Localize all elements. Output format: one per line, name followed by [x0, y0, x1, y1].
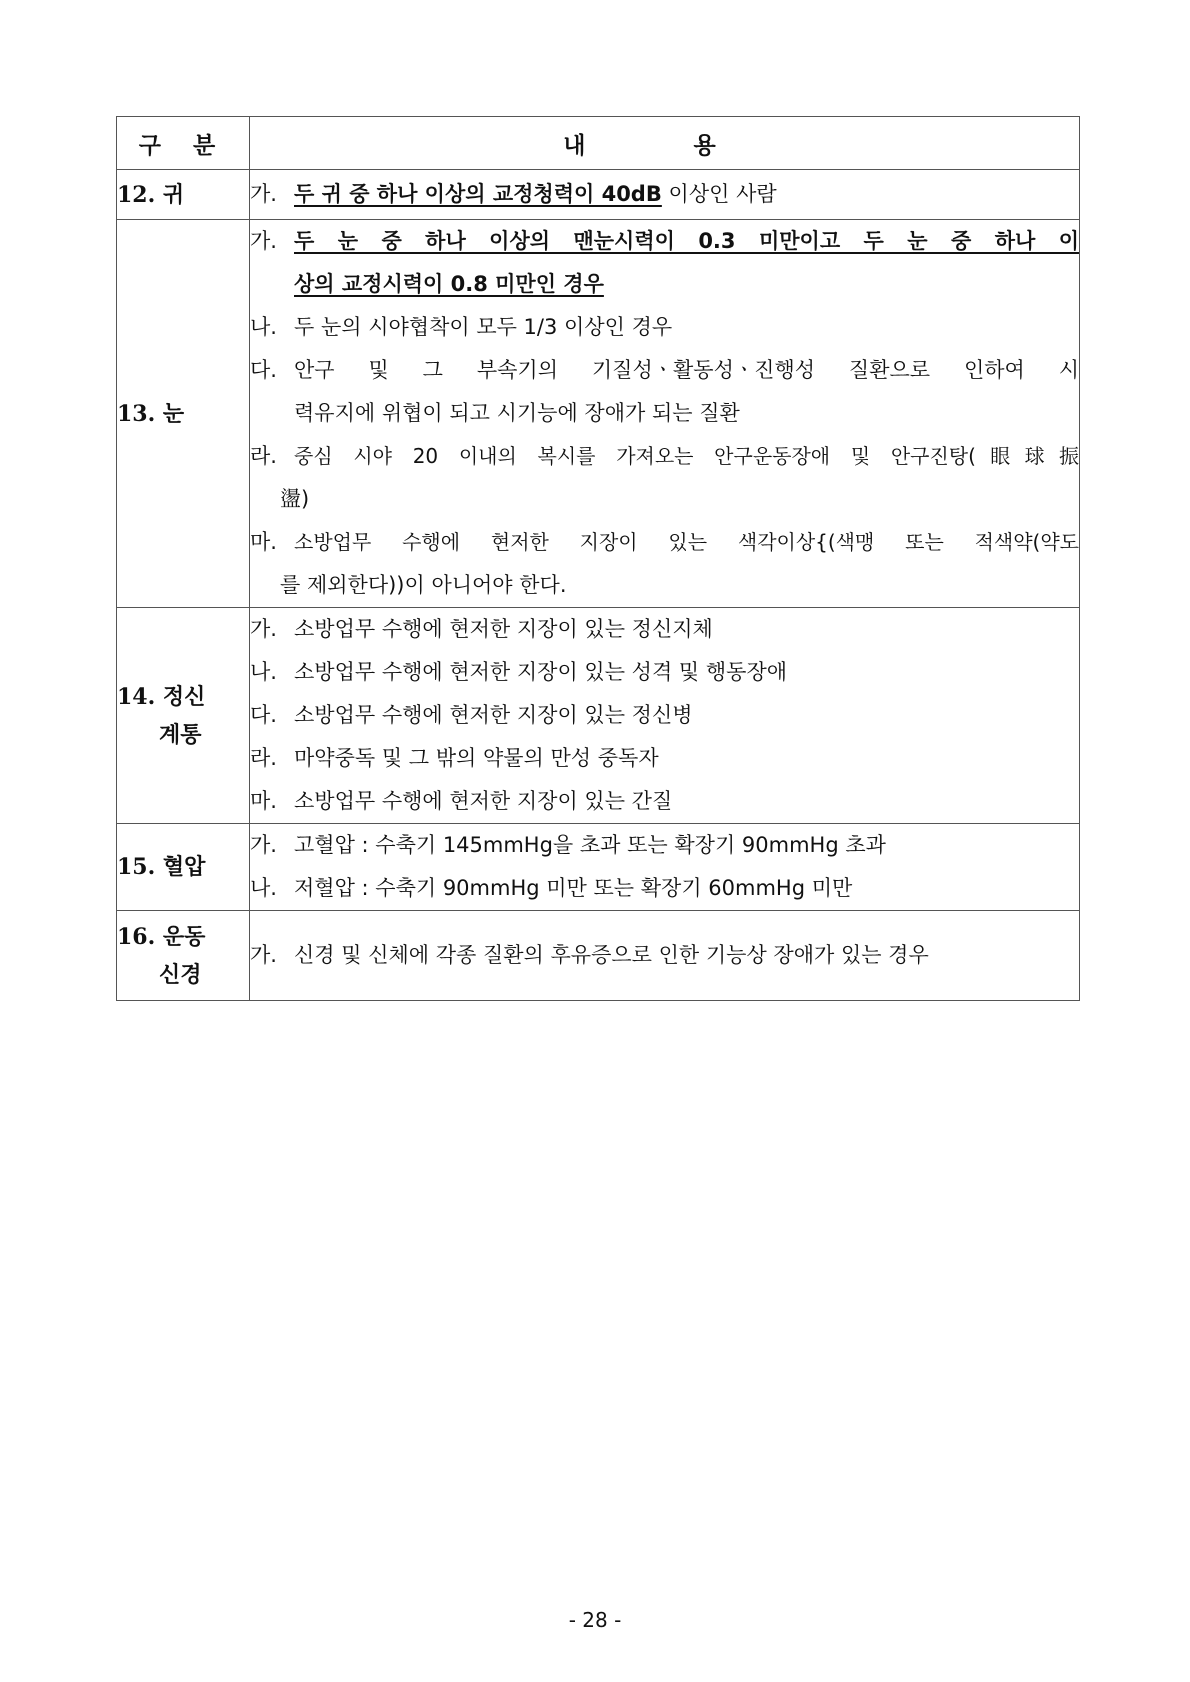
item-marker: 나. [250, 315, 277, 339]
item-text: 소방업무 수행에 현저한 지장이 있는 정신병 [294, 703, 693, 727]
list-item [250, 737, 1079, 780]
item-text: 중심 시야 20 이내의 복시를 가져오는 안구운동장애 및 안구진탕(眼球振 [294, 444, 1079, 468]
list-item [250, 780, 1079, 823]
item-marker: 가. [250, 229, 277, 253]
item-text: 안구 및 그 부속기의 기질성ㆍ활동성ㆍ진행성 질환으로 인하여 시 [294, 358, 1079, 382]
category-cell: 15. 혈압 [117, 824, 250, 911]
item-marker: 가. [250, 833, 277, 857]
list-item [250, 521, 1079, 564]
list-item [250, 173, 1079, 216]
table-row [117, 824, 1080, 911]
content-cell [250, 824, 1080, 911]
list-item [250, 824, 1079, 867]
table-row [117, 220, 1080, 608]
requirements-table [116, 116, 1080, 1001]
list-item [250, 867, 1079, 910]
item-marker: 라. [250, 444, 277, 468]
item-continuation: 盪) [280, 487, 310, 511]
table-row [117, 170, 1080, 220]
item-text: 소방업무 수행에 현저한 지장이 있는 간질 [294, 789, 673, 813]
content-cell [250, 608, 1080, 824]
header-category: 구 분 [117, 117, 250, 170]
item-text: 소방업무 수행에 현저한 지장이 있는 성격 및 행동장애 [294, 660, 788, 684]
category-cell: 14. 정신 계통 [117, 608, 250, 824]
list-item [250, 608, 1079, 651]
list-item [250, 220, 1079, 263]
page-number: - 28 - [568, 1608, 622, 1632]
category-cell: 12. 귀 [117, 170, 250, 220]
category-cell: 13. 눈 [117, 220, 250, 608]
item-text: 이상인 사람 [661, 182, 777, 206]
item-text: 마약중독 및 그 밖의 약물의 만성 중독자 [294, 746, 659, 770]
item-text: 저혈압 : 수축기 90mmHg 미만 또는 확장기 60mmHg 미만 [294, 876, 853, 900]
item-marker: 다. [250, 703, 277, 727]
item-continuation: 력유지에 위협이 되고 시기능에 장애가 되는 질환 [294, 401, 740, 425]
list-item [250, 435, 1079, 478]
item-text: 신경 및 신체에 각종 질환의 후유증으로 인한 기능상 장애가 있는 경우 [294, 943, 929, 967]
item-marker: 마. [250, 789, 277, 813]
item-text: 소방업무 수행에 현저한 지장이 있는 색각이상{(색맹 또는 적색약(약도 [294, 530, 1079, 554]
table-row [117, 911, 1080, 1001]
table-header-row [117, 117, 1080, 170]
item-continuation: 를 제외한다))이 아니어야 한다. [280, 573, 567, 597]
list-item [250, 651, 1079, 694]
table-row [117, 608, 1080, 824]
list-item [250, 349, 1079, 392]
item-marker: 가. [250, 617, 277, 641]
item-marker: 나. [250, 660, 277, 684]
category-cell: 16. 운동 신경 [117, 911, 250, 1001]
content-cell [250, 170, 1080, 220]
item-continuation: 상의 교정시력이 0.8 미만인 경우 [294, 272, 604, 296]
item-text: 고혈압 : 수축기 145mmHg을 초과 또는 확장기 90mmHg 초과 [294, 833, 886, 857]
list-item [250, 694, 1079, 737]
content-cell [250, 220, 1080, 608]
item-marker: 가. [250, 943, 277, 967]
item-marker: 나. [250, 876, 277, 900]
item-text-underlined: 두 귀 중 하나 이상의 교정청력이 40dB [294, 182, 662, 206]
item-text-underlined: 두 눈 중 하나 이상의 맨눈시력이 0.3 미만이고 두 눈 중 하나 이 [294, 229, 1079, 253]
item-text: 소방업무 수행에 현저한 지장이 있는 정신지체 [294, 617, 713, 641]
item-marker: 마. [250, 530, 277, 554]
item-marker: 가. [250, 182, 277, 206]
header-content: 내 용 [250, 117, 1080, 170]
list-item [250, 934, 1079, 977]
list-item [250, 306, 1079, 349]
content-cell [250, 911, 1080, 1001]
item-marker: 라. [250, 746, 277, 770]
item-text: 두 눈의 시야협착이 모두 1/3 이상인 경우 [294, 315, 673, 339]
item-marker: 다. [250, 358, 277, 382]
